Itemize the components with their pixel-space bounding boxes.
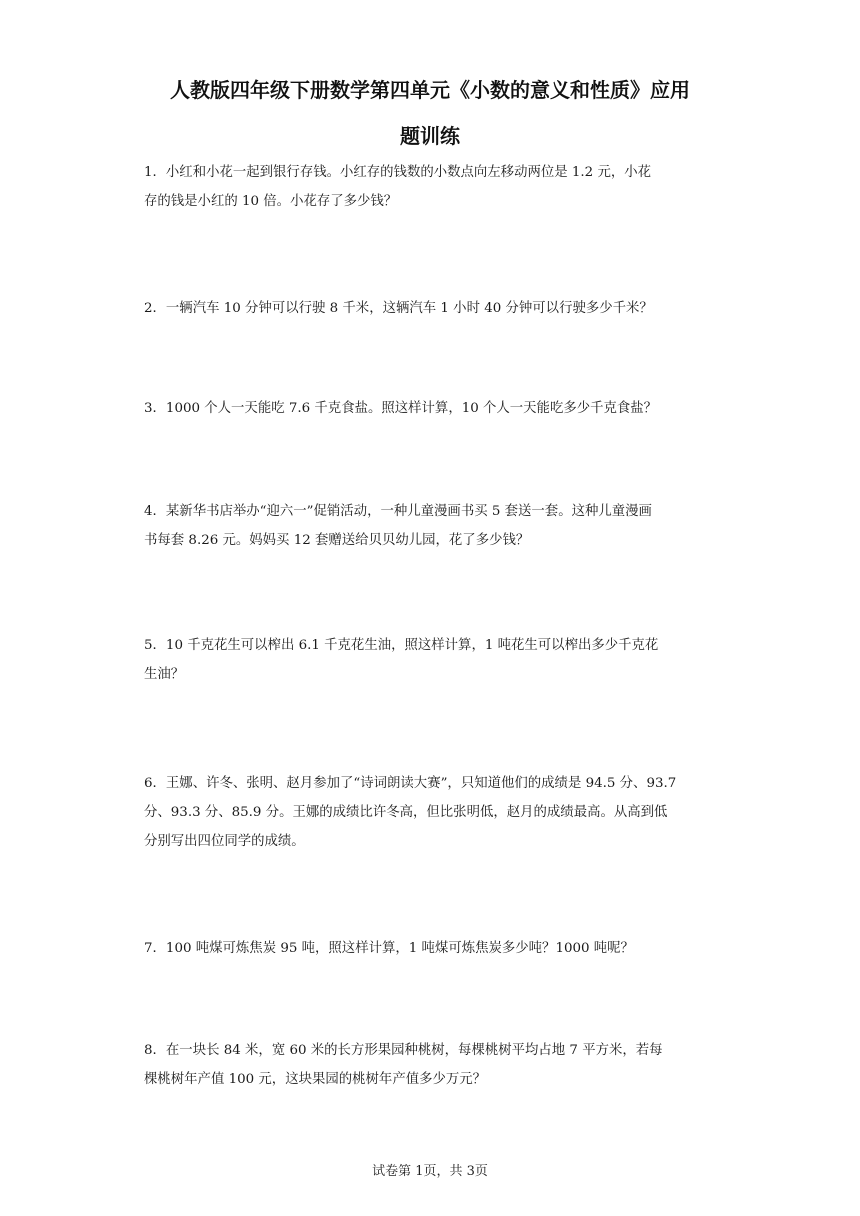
question-line	[144, 394, 720, 423]
question-line	[144, 769, 720, 798]
question-line	[144, 497, 720, 526]
question-5	[144, 631, 720, 689]
question-3	[144, 394, 720, 423]
question-8	[144, 1036, 720, 1094]
question-text: 10 千克花生可以榨出 6.1 千克花生油，照这样计算，1 吨花生可以榨出多少千克花	[165, 638, 659, 653]
question-text: 王娜、许冬、张明、赵月参加了“诗词朗读大赛”，只知道他们的成绩是 94.5 分、93.7	[165, 776, 677, 791]
page-title-line-2: 题训练	[400, 124, 460, 148]
question-line	[144, 294, 720, 323]
question-text: 在一块长 84 米，宽 60 米的长方形果园种桃树，每棵桃树平均占地 7 平方米，若每	[165, 1043, 663, 1058]
question-2	[144, 294, 720, 323]
question-text: 1000 个人一天能吃 7.6 千克食盐。照这样计算，10 个人一天能吃多少千克食盐？	[165, 401, 658, 416]
question-number: 8．	[144, 1043, 166, 1058]
question-7	[144, 934, 720, 963]
question-line	[144, 158, 720, 187]
question-number: 4．	[144, 504, 166, 519]
question-line: 存的钱是小红的 10 倍。小花存了多少钱？	[144, 194, 398, 209]
question-number: 7．	[144, 941, 166, 956]
question-line: 分别写出四位同学的成绩。	[144, 834, 305, 849]
question-number: 1．	[144, 165, 166, 180]
question-number: 2．	[144, 301, 166, 316]
question-text: 某新华书店举办“迎六一”促销活动，一种儿童漫画书买 5 套送一套。这种儿童漫画	[165, 504, 652, 519]
question-number: 6．	[144, 776, 166, 791]
page-title-line-1: 人教版四年级下册数学第四单元《小数的意义和性质》应用	[170, 78, 690, 102]
question-text: 小红和小花一起到银行存钱。小红存的钱数的小数点向左移动两位是 1.2 元，小花	[165, 165, 652, 180]
question-6	[144, 769, 720, 856]
question-number: 3．	[144, 401, 166, 416]
question-text: 一辆汽车 10 分钟可以行驶 8 千米，这辆汽车 1 小时 40 分钟可以行驶多少千米？	[165, 301, 653, 316]
question-line	[144, 1036, 720, 1065]
question-1	[144, 158, 720, 216]
question-line: 生油？	[144, 667, 185, 682]
question-line: 分、93.3 分、85.9 分。王娜的成绩比许冬高，但比张明低，赵月的成绩最高。从高到低	[144, 805, 668, 820]
page-footer: 试卷第 1页，共 3页	[372, 1164, 488, 1179]
question-line: 书每套 8.26 元。妈妈买 12 套赠送给贝贝幼儿园，花了多少钱？	[144, 533, 530, 548]
question-line	[144, 631, 720, 660]
question-text: 100 吨煤可炼焦炭 95 吨，照这样计算，1 吨煤可炼焦炭多少吨？1000 吨呢？	[165, 941, 634, 956]
question-line	[144, 934, 720, 963]
question-4	[144, 497, 720, 555]
question-number: 5．	[144, 638, 166, 653]
question-line: 棵桃树年产值 100 元，这块果园的桃树年产值多少万元？	[144, 1072, 487, 1087]
